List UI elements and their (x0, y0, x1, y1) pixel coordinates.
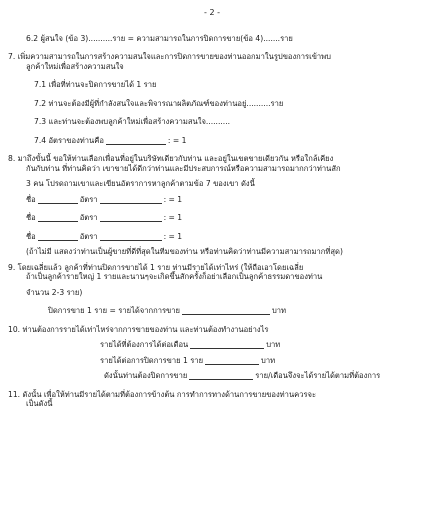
baht-unit: บาท (261, 355, 276, 365)
income-per-sale-blank[interactable] (205, 356, 259, 365)
item-7-4-label: 7.4 อัตราของท่านคือ (34, 135, 104, 145)
item-8-line-3: 3 คน โปรดถามเขาและเขียนอัตราการหาลูกค้าตามข้อ 7 ของเขา ดังนี้ (26, 179, 255, 189)
rate-blank[interactable] (100, 232, 162, 241)
item-7: 7. เพิ่มความสามารถในการสร้างความสนใจและการปิดการขายของท่านออกมาในรูปของการเข้าพบ (8, 52, 331, 62)
monthly-income-label: รายได้ที่ต้องการได้ต่อเดือน (100, 340, 189, 350)
item-9-line-2: ถ้าเป็นลูกค้ารายใหญ่ 1 รายและนานๆจะเกิดขึ้นสักครั้งก็อย่าเลือกเป็นลูกค้าธรรมดาของท่าน (26, 272, 323, 282)
sales-needed-label: ดังนั้นท่านต้องปิดการขาย (104, 371, 188, 381)
item-6-2: 6.2 ผู้สนใจ (ข้อ 3)..........ราย = ความสามารถในการปิดการขาย(ข้อ 4).......ราย (26, 34, 293, 43)
name-label: ชื่อ (26, 194, 36, 204)
item-7-4 (8, 136, 416, 145)
name-label: ชื่อ (26, 231, 36, 241)
name-blank[interactable] (38, 195, 78, 204)
income-blank[interactable] (182, 306, 270, 315)
rate-label: อัตรา (79, 194, 98, 204)
sales-needed-tail: ราย/เดือนจึงจะได้รายได้ตามที่ต้องการ (255, 371, 381, 381)
ratio-text: : = 1 (163, 231, 183, 241)
page-number: - 2 - (204, 8, 220, 17)
item-11-line-1: 11. ดังนั้น เพื่อให้ท่านมีรายได้ตามที่ต้องการข้างต้น การทำการทางด้านการขายของท่านควรจะ (8, 389, 317, 399)
item-8-note: (ถ้าไม่มี แสดงว่าท่านเป็นผู้ขายที่ดีที่สุดในทีมของท่าน หรือท่านคิดว่าท่านมีความสามารถมากที่สุด) (26, 247, 343, 257)
baht-unit: บาท (271, 306, 287, 316)
friend-row-3 (8, 232, 416, 241)
friend-row-2 (8, 213, 416, 222)
item-8-line-1: 8. มาถึงขั้นนี้ ขอให้ท่านเลือกเพื่อนที่อยู่ในบริษัทเดียวกับท่าน และอยู่ในเขตขายเดียวกัน หรือใกล้เคียง (8, 154, 334, 164)
item-7-4-blank-a[interactable] (106, 136, 166, 145)
name-blank[interactable] (38, 213, 78, 222)
income-label: ปิดการขาย 1 ราย = รายได้จากการขาย (48, 306, 180, 316)
item-9-line-1: 9. โดยเฉลี่ยแล้ว ลูกค้าที่ท่านปิดการขายได้ 1 ราย ท่านมีรายได้เท่าไหร่ (ให้ถือเอาโดยเฉลี่ย (8, 262, 304, 272)
item-7-cont: ลูกค้าใหม่เพื่อสร้างความสนใจ (26, 61, 124, 71)
item-7-4-ratio: : = 1 (167, 135, 187, 145)
item-10: 10. ท่านต้องการรายได้เท่าไหร่จากการขายของท่าน และท่านต้องทำงานอย่างไร (8, 324, 269, 334)
item-9-line-3: จำนวน 2-3 ราย) (26, 287, 83, 297)
item-10-3 (8, 371, 416, 380)
rate-blank[interactable] (100, 195, 162, 204)
sales-needed-blank[interactable] (189, 371, 253, 380)
ratio-text: : = 1 (163, 194, 183, 204)
income-per-sale-label: รายได้ต่อการปิดการขาย 1 ราย (100, 355, 204, 365)
item-7-2: 7.2 ท่านจะต้องมีผู้ที่กำลังสนใจและพิจารณาผลิตภัณฑ์ของท่านอยู่..........ราย (34, 98, 284, 108)
name-label: ชื่อ (26, 213, 36, 223)
friend-row-1 (8, 195, 416, 204)
item-11-line-2: เป็นดังนี้ (26, 399, 53, 409)
item-8-line-2: กันกับท่าน ที่ท่านคิดว่า เขาขายได้ดีกว่าท่านและมีประสบการณ์หรือความสามารถมากกว่าท่านสัก (26, 163, 341, 173)
name-blank[interactable] (38, 232, 78, 241)
item-9-income-line (8, 306, 416, 315)
rate-label: อัตรา (79, 213, 98, 223)
rate-label: อัตรา (79, 231, 98, 241)
rate-blank[interactable] (100, 213, 162, 222)
ratio-text: : = 1 (163, 213, 183, 223)
item-10-2 (8, 356, 416, 365)
item-7-3: 7.3 และท่านจะต้องพบลูกค้าใหม่เพื่อสร้างความสนใจ.......... (34, 117, 231, 127)
item-10-1 (8, 340, 416, 349)
baht-unit: บาท (266, 340, 281, 350)
item-7-1: 7.1 เพื่อที่ท่านจะปิดการขายได้ 1 ราย (34, 80, 157, 90)
monthly-income-blank[interactable] (190, 340, 264, 349)
